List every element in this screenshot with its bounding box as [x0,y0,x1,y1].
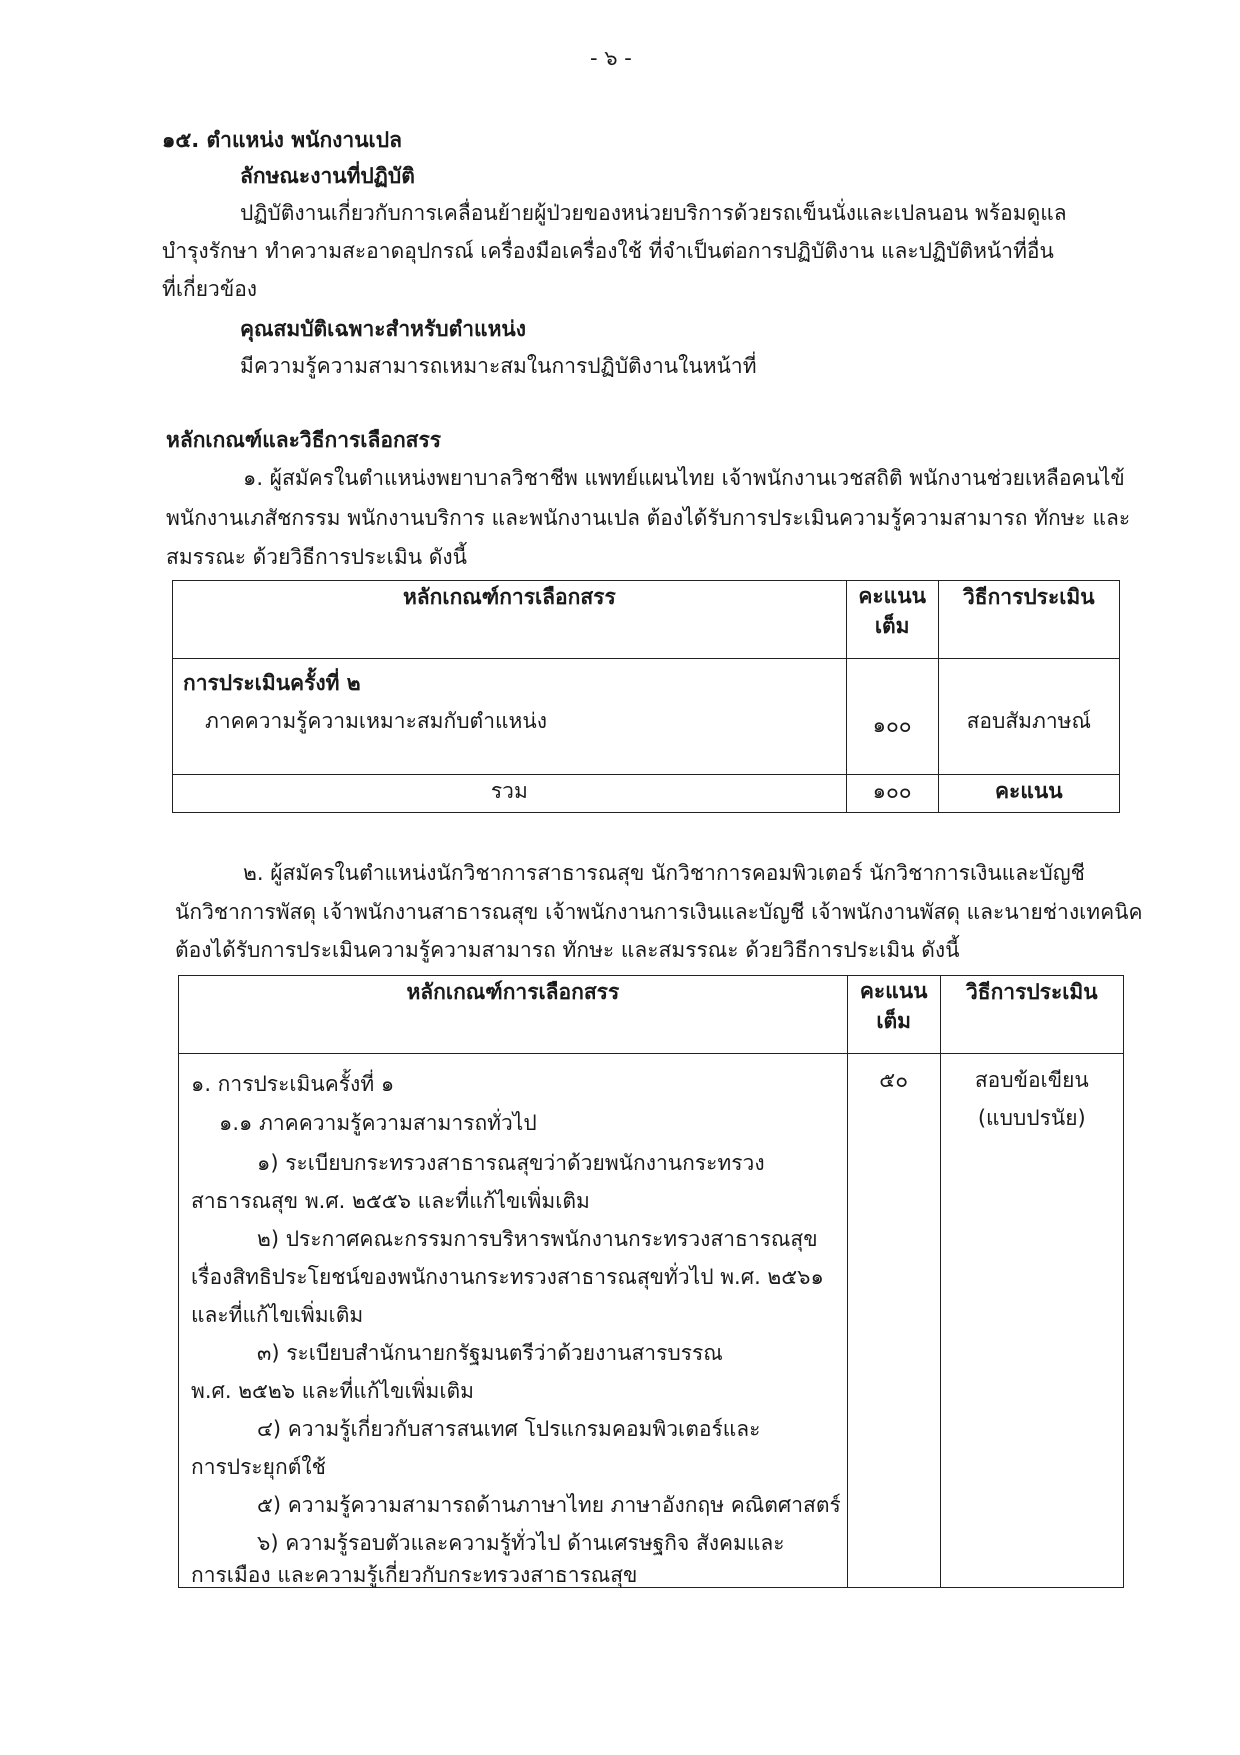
table2-method-line-2: (แบบปรนัย) [977,1106,1086,1130]
table2-header-criteria: หลักเกณฑ์การเลือกสรร [179,976,848,1054]
criteria-item1-line-1: ๑. ผู้สมัครในตำแหน่งพยาบาลวิชาชีพ แพทย์แผนไทย เจ้าพนักงานเวชสถิติ พนักงานช่วยเหลือคนไข้ [243,466,1125,490]
table1-part-score-cell [846,659,938,775]
table1-header-method: วิธีการประเมิน [938,581,1119,659]
table2-item-4-first: ๔) ความรู้เกี่ยวกับสารสนเทศ โปรแกรมคอมพิวเตอร์และ [257,1417,761,1441]
duties-line-1: ปฏิบัติงานเกี่ยวกับการเคลื่อนย้ายผู้ป่วยของหน่วยบริการด้วยรถเข็นนั่งและเปลนอน พร้อมดูแล [240,201,1067,225]
criteria-heading: หลักเกณฑ์และวิธีการเลือกสรร [166,428,442,452]
table2-round-title: ๑. การประเมินครั้งที่ ๑ [191,1072,395,1096]
table2-score-cell [847,1054,940,1588]
table1-total-score-cell [846,775,938,813]
page-number: - ๖ - [590,46,632,70]
criteria-item2-line-1: ๒. ผู้สมัครในตำแหน่งนักวิชาการสาธารณสุข นักวิชาการคอมพิวเตอร์ นักวิชาการเงินและบัญชี [243,861,1085,885]
table1-round-cell [173,659,847,775]
table2-item-6-first: ๖) ความรู้รอบตัวและความรู้ทั่วไป ด้านเศรษฐกิจ สังคมและ [257,1531,785,1555]
criteria-table-2 [178,975,1124,1588]
table2-item-3-first: ๓) ระเบียบสำนักนายกรัฐมนตรีว่าด้วยงานสารบรรณ [257,1341,723,1365]
section-heading: ๑๕. ตำแหน่ง พนักงานเปล [162,128,402,152]
table2-item-5-first: ๕) ความรู้ความสามารถด้านภาษาไทย ภาษาอังกฤษ คณิตศาสตร์ [257,1493,841,1517]
table1-total-score: ๑๐๐ [872,779,912,803]
table2-item-6-rest-1: การเมือง และความรู้เกี่ยวกับกระทรวงสาธารณสุข [191,1563,638,1587]
duties-title: ลักษณะงานที่ปฏิบัติ [240,164,415,188]
table2-item-2-first: ๒) ประกาศคณะกรรมการบริหารพนักงานกระทรวงสาธารณสุข [257,1227,818,1251]
table2-score: ๕๐ [879,1068,909,1092]
duties-line-3: ที่เกี่ยวข้อง [162,277,258,301]
criteria-item2-line-3: ต้องได้รับการประเมินความรู้ความสามารถ ทักษะ และสมรรณะ ด้วยวิธีการประเมิน ดังนี้ [175,938,960,962]
criteria-item2-line-2: นักวิชาการพัสดุ เจ้าพนักงานสาธารณสุข เจ้าพนักงานการเงินและบัญชี เจ้าพนักงานพัสดุ และนายช่างเทคนิค [175,900,1143,924]
table2-item-4-rest-1: การประยุกต์ใช้ [191,1455,326,1479]
table1-header-criteria: หลักเกณฑ์การเลือกสรร [173,581,847,659]
table1-total-unit: คะแนน [995,779,1063,803]
table2-method-cell [940,1054,1123,1588]
table2-content-cell [179,1054,848,1588]
duties-line-2: บำรุงรักษา ทำความสะอาดอุปกรณ์ เครื่องมือเครื่องใช้ ที่จำเป็นต่อการปฏิบัติงาน และปฏิบัติหน้าที่อื่น [162,239,1054,263]
criteria-item1-line-2: พนักงานเภสัชกรรม พนักงานบริการ และพนักงานเปล ต้องได้รับการประเมินความรู้ความสามารถ ทักษะ และ [166,506,1131,530]
table1-part-method-cell [938,659,1119,775]
table1-round-title: การประเมินครั้งที่ ๒ [183,671,361,695]
table1-part-label: ภาคความรู้ความเหมาะสมกับตำแหน่ง [205,709,547,733]
table2-item-1-first: ๑) ระเบียบกระทรวงสาธารณสุขว่าด้วยพนักงานกระทรวง [257,1151,765,1175]
table2-item-3-rest-1: พ.ศ. ๒๕๒๖ และที่แก้ไขเพิ่มเติม [191,1379,474,1403]
table2-header-method: วิธีการประเมิน [940,976,1123,1054]
table1-part-score: ๑๐๐ [872,713,912,737]
table1-header-score: คะแนน เต็ม [846,581,938,659]
table2-method-line-1: สอบข้อเขียน [974,1068,1089,1092]
table1-part-method: สอบสัมภาษณ์ [966,709,1091,733]
criteria-table-1 [172,580,1120,813]
table1-total-label: รวม [490,779,528,803]
criteria-item1-line-3: สมรรณะ ด้วยวิธีการประเมิน ดังนี้ [166,545,467,569]
table2-header-score: คะแนน เต็ม [847,976,940,1054]
table2-item-2-rest-1: เรื่องสิทธิประโยชน์ของพนักงานกระทรวงสาธารณสุขทั่วไป พ.ศ. ๒๕๖๑ [191,1265,824,1289]
table2-item-2-rest-2: และที่แก้ไขเพิ่มเติม [191,1303,364,1327]
qualification-title: คุณสมบัติเฉพาะสำหรับตำแหน่ง [240,317,527,341]
table1-total-label-cell [173,775,847,813]
qualification-text: มีความรู้ความสามารถเหมาะสมในการปฏิบัติงานในหน้าที่ [240,354,757,378]
table2-item-1-rest-1: สาธารณสุข พ.ศ. ๒๕๕๖ และที่แก้ไขเพิ่มเติม [191,1189,590,1213]
table1-total-unit-cell [938,775,1119,813]
table2-sub-title: ๑.๑ ภาคความรู้ความสามารถทั่วไป [219,1111,537,1135]
